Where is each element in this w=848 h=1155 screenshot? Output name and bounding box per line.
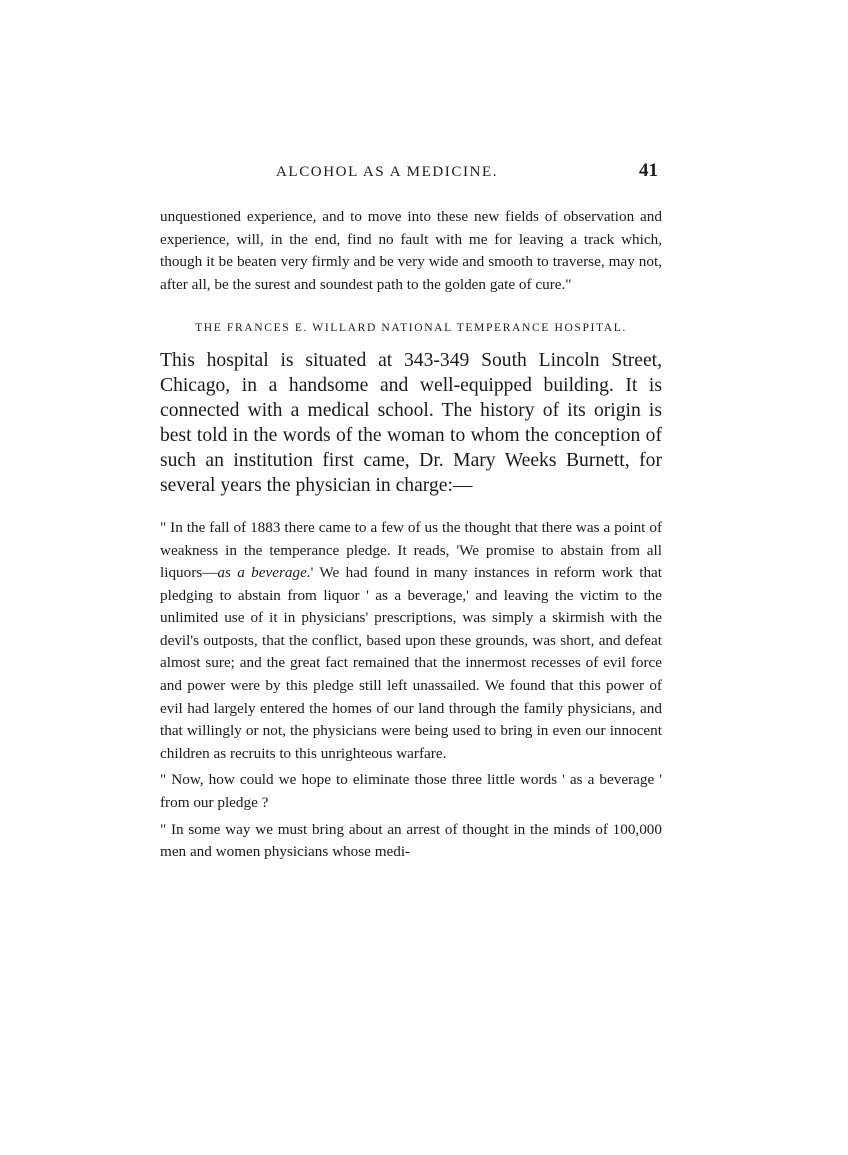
quote-paragraph-3: " In some way we must bring about an arrest of thought in the minds of 100,000 men and women physicians whose medi- xyxy=(160,820,662,861)
running-head xyxy=(160,158,662,190)
quote-paragraph-2: " Now, how could we hope to eliminate those three little words ' as a beverage ' from our pledge ? xyxy=(160,771,662,812)
quote-paragraph-1 xyxy=(160,517,662,766)
book-page xyxy=(160,158,662,864)
page-number: 41 xyxy=(639,160,658,181)
continuation-paragraph: unquestioned experience, and to move into these new fields of observation and experience, will, in the end, find no fault with me for leaving a track which, though it be beaten very firmly and be very wide and smooth to traverse, may not, after all, be the surest and soundest path to the golden gate of cure." xyxy=(160,208,662,293)
section-heading: THE FRANCES E. WILLARD NATIONAL TEMPERANCE HOSPITAL. xyxy=(195,321,627,335)
quote-emphasis: as a beverage. xyxy=(217,564,311,582)
intro-paragraph: This hospital is situated at 343-349 South Lincoln Street, Chicago, in a handsome and well-equipped building. It is connected with a medical school. The history of its origin is best told in the words of the woman to whom the conception of such an institution first came, Dr. Mary Weeks Burnett, for several years the physician in charge:— xyxy=(160,350,662,496)
quote-text: " In the fall of 1883 there came to a few of us the thought that there was a point of weakness in the temperance pledge. It reads, 'We promise to abstain from all liquors— xyxy=(160,518,662,582)
quote-text: ' We had found in many instances in reform work that pledging to abstain from liquor ' as a beverage,' and leaving the victim to the unlimited use of it in physicians' prescriptions, was simply a skirmish with the devil's outposts, that the conflict, based upon these grounds, was short, and defeat almost sure; and the great fact remained that the innermost recesses of evil force and power were by this pledge still left unassailed. We found that this power of evil had largely entered the homes of our land through the family physicians, and that willingly or not, the physicians were being used to bring in even our innocent children as recruits to this unrighteous warfare. xyxy=(160,564,662,762)
running-title: ALCOHOL AS A MEDICINE. xyxy=(276,164,499,180)
